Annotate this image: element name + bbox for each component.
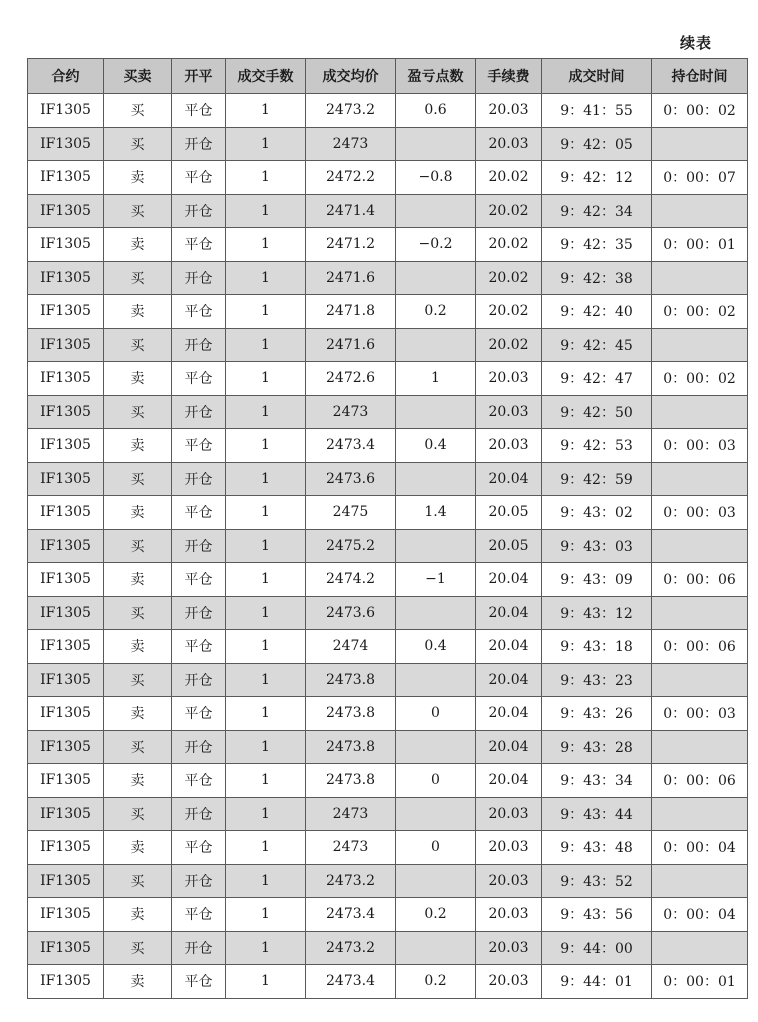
cell-direction: 买 bbox=[104, 864, 172, 898]
cell-avg-price: 2473.8 bbox=[306, 764, 396, 798]
cell-avg-price: 2473.6 bbox=[306, 596, 396, 630]
cell-direction: 卖 bbox=[104, 764, 172, 798]
table-row bbox=[28, 295, 748, 329]
table-row bbox=[28, 261, 748, 295]
cell-trade-time: 9：43：34 bbox=[542, 764, 652, 798]
cell-pnl-points bbox=[396, 529, 476, 563]
table-row bbox=[28, 630, 748, 664]
cell-trade-time: 9：43：03 bbox=[542, 529, 652, 563]
cell-trade-time: 9：43：48 bbox=[542, 831, 652, 865]
cell-contract: IF1305 bbox=[28, 730, 104, 764]
cell-hold-time: 0：00：02 bbox=[652, 94, 748, 128]
cell-fee: 20.04 bbox=[476, 596, 542, 630]
cell-open-close: 开仓 bbox=[172, 462, 226, 496]
cell-contract: IF1305 bbox=[28, 194, 104, 228]
cell-pnl-points bbox=[396, 462, 476, 496]
cell-direction: 卖 bbox=[104, 630, 172, 664]
cell-contract: IF1305 bbox=[28, 127, 104, 161]
cell-trade-time: 9：43：02 bbox=[542, 496, 652, 530]
cell-direction: 买 bbox=[104, 194, 172, 228]
cell-trade-time: 9：42：38 bbox=[542, 261, 652, 295]
header-row bbox=[28, 59, 748, 94]
cell-pnl-points bbox=[396, 864, 476, 898]
table-row bbox=[28, 898, 748, 932]
cell-volume: 1 bbox=[226, 864, 306, 898]
cell-avg-price: 2471.6 bbox=[306, 328, 396, 362]
cell-hold-time bbox=[652, 864, 748, 898]
cell-volume: 1 bbox=[226, 898, 306, 932]
cell-fee: 20.02 bbox=[476, 161, 542, 195]
cell-hold-time bbox=[652, 529, 748, 563]
cell-trade-time: 9：42：59 bbox=[542, 462, 652, 496]
cell-volume: 1 bbox=[226, 764, 306, 798]
cell-pnl-points bbox=[396, 797, 476, 831]
cell-contract: IF1305 bbox=[28, 529, 104, 563]
cell-avg-price: 2473 bbox=[306, 127, 396, 161]
table-row bbox=[28, 496, 748, 530]
cell-direction: 卖 bbox=[104, 295, 172, 329]
cell-volume: 1 bbox=[226, 462, 306, 496]
cell-open-close: 平仓 bbox=[172, 161, 226, 195]
table-row bbox=[28, 362, 748, 396]
cell-volume: 1 bbox=[226, 194, 306, 228]
cell-contract: IF1305 bbox=[28, 462, 104, 496]
cell-direction: 买 bbox=[104, 328, 172, 362]
cell-pnl-points: −0.8 bbox=[396, 161, 476, 195]
cell-open-close: 开仓 bbox=[172, 596, 226, 630]
cell-avg-price: 2471.4 bbox=[306, 194, 396, 228]
table-row bbox=[28, 831, 748, 865]
cell-open-close: 平仓 bbox=[172, 228, 226, 262]
cell-direction: 买 bbox=[104, 663, 172, 697]
cell-hold-time: 0：00：01 bbox=[652, 228, 748, 262]
cell-fee: 20.05 bbox=[476, 529, 542, 563]
cell-direction: 卖 bbox=[104, 831, 172, 865]
cell-fee: 20.04 bbox=[476, 462, 542, 496]
table-row bbox=[28, 328, 748, 362]
cell-avg-price: 2471.8 bbox=[306, 295, 396, 329]
cell-avg-price: 2473 bbox=[306, 395, 396, 429]
cell-trade-time: 9：43：18 bbox=[542, 630, 652, 664]
cell-open-close: 平仓 bbox=[172, 94, 226, 128]
cell-volume: 1 bbox=[226, 596, 306, 630]
cell-hold-time: 0：00：04 bbox=[652, 831, 748, 865]
cell-volume: 1 bbox=[226, 529, 306, 563]
cell-direction: 卖 bbox=[104, 362, 172, 396]
cell-fee: 20.04 bbox=[476, 630, 542, 664]
cell-pnl-points: 0 bbox=[396, 764, 476, 798]
cell-hold-time: 0：00：02 bbox=[652, 295, 748, 329]
cell-hold-time bbox=[652, 931, 748, 965]
cell-open-close: 平仓 bbox=[172, 898, 226, 932]
cell-volume: 1 bbox=[226, 295, 306, 329]
cell-avg-price: 2471.2 bbox=[306, 228, 396, 262]
cell-hold-time: 0：00：03 bbox=[652, 429, 748, 463]
cell-avg-price: 2473 bbox=[306, 831, 396, 865]
cell-trade-time: 9：42：47 bbox=[542, 362, 652, 396]
cell-volume: 1 bbox=[226, 261, 306, 295]
cell-open-close: 开仓 bbox=[172, 127, 226, 161]
cell-trade-time: 9：42：05 bbox=[542, 127, 652, 161]
cell-fee: 20.03 bbox=[476, 127, 542, 161]
header-trade-time: 成交时间 bbox=[542, 59, 652, 94]
cell-trade-time: 9：44：00 bbox=[542, 931, 652, 965]
cell-pnl-points: 0 bbox=[396, 697, 476, 731]
cell-open-close: 平仓 bbox=[172, 697, 226, 731]
cell-hold-time: 0：00：01 bbox=[652, 965, 748, 999]
cell-fee: 20.03 bbox=[476, 429, 542, 463]
cell-pnl-points: −1 bbox=[396, 563, 476, 597]
cell-volume: 1 bbox=[226, 127, 306, 161]
cell-open-close: 平仓 bbox=[172, 630, 226, 664]
cell-hold-time bbox=[652, 797, 748, 831]
table-row bbox=[28, 194, 748, 228]
cell-hold-time bbox=[652, 663, 748, 697]
cell-volume: 1 bbox=[226, 563, 306, 597]
table-row bbox=[28, 965, 748, 999]
cell-direction: 卖 bbox=[104, 898, 172, 932]
cell-volume: 1 bbox=[226, 395, 306, 429]
table-row bbox=[28, 797, 748, 831]
table-row bbox=[28, 596, 748, 630]
cell-open-close: 平仓 bbox=[172, 295, 226, 329]
cell-open-close: 开仓 bbox=[172, 730, 226, 764]
cell-trade-time: 9：42：12 bbox=[542, 161, 652, 195]
cell-direction: 卖 bbox=[104, 429, 172, 463]
cell-trade-time: 9：43：12 bbox=[542, 596, 652, 630]
cell-fee: 20.04 bbox=[476, 563, 542, 597]
cell-contract: IF1305 bbox=[28, 295, 104, 329]
table-header bbox=[28, 59, 748, 94]
cell-volume: 1 bbox=[226, 797, 306, 831]
cell-volume: 1 bbox=[226, 228, 306, 262]
cell-fee: 20.03 bbox=[476, 362, 542, 396]
cell-open-close: 开仓 bbox=[172, 931, 226, 965]
cell-volume: 1 bbox=[226, 965, 306, 999]
cell-direction: 卖 bbox=[104, 697, 172, 731]
cell-hold-time bbox=[652, 730, 748, 764]
cell-volume: 1 bbox=[226, 630, 306, 664]
cell-contract: IF1305 bbox=[28, 161, 104, 195]
cell-trade-time: 9：42：45 bbox=[542, 328, 652, 362]
cell-trade-time: 9：41：55 bbox=[542, 94, 652, 128]
table-row bbox=[28, 94, 748, 128]
cell-direction: 买 bbox=[104, 596, 172, 630]
cell-avg-price: 2473.6 bbox=[306, 462, 396, 496]
cell-contract: IF1305 bbox=[28, 94, 104, 128]
cell-pnl-points: 1.4 bbox=[396, 496, 476, 530]
cell-open-close: 开仓 bbox=[172, 395, 226, 429]
cell-trade-time: 9：43：23 bbox=[542, 663, 652, 697]
cell-volume: 1 bbox=[226, 697, 306, 731]
table-body bbox=[28, 94, 748, 999]
cell-pnl-points bbox=[396, 328, 476, 362]
cell-open-close: 开仓 bbox=[172, 663, 226, 697]
cell-contract: IF1305 bbox=[28, 429, 104, 463]
cell-volume: 1 bbox=[226, 663, 306, 697]
cell-hold-time bbox=[652, 328, 748, 362]
cell-contract: IF1305 bbox=[28, 596, 104, 630]
header-avg-price: 成交均价 bbox=[306, 59, 396, 94]
cell-volume: 1 bbox=[226, 429, 306, 463]
cell-hold-time: 0：00：06 bbox=[652, 630, 748, 664]
cell-avg-price: 2473.4 bbox=[306, 965, 396, 999]
cell-pnl-points bbox=[396, 395, 476, 429]
cell-hold-time bbox=[652, 261, 748, 295]
cell-avg-price: 2473.8 bbox=[306, 663, 396, 697]
cell-pnl-points: 0 bbox=[396, 831, 476, 865]
cell-direction: 卖 bbox=[104, 965, 172, 999]
cell-direction: 买 bbox=[104, 127, 172, 161]
cell-trade-time: 9：43：52 bbox=[542, 864, 652, 898]
cell-trade-time: 9：44：01 bbox=[542, 965, 652, 999]
cell-open-close: 开仓 bbox=[172, 328, 226, 362]
table-row bbox=[28, 764, 748, 798]
cell-hold-time bbox=[652, 596, 748, 630]
cell-pnl-points: 0.2 bbox=[396, 898, 476, 932]
cell-avg-price: 2473 bbox=[306, 797, 396, 831]
cell-hold-time: 0：00：06 bbox=[652, 764, 748, 798]
cell-volume: 1 bbox=[226, 931, 306, 965]
cell-fee: 20.03 bbox=[476, 965, 542, 999]
cell-trade-time: 9：42：35 bbox=[542, 228, 652, 262]
header-contract: 合约 bbox=[28, 59, 104, 94]
cell-fee: 20.02 bbox=[476, 194, 542, 228]
cell-pnl-points bbox=[396, 596, 476, 630]
cell-hold-time: 0：00：07 bbox=[652, 161, 748, 195]
cell-open-close: 开仓 bbox=[172, 194, 226, 228]
cell-direction: 卖 bbox=[104, 563, 172, 597]
cell-fee: 20.04 bbox=[476, 697, 542, 731]
cell-open-close: 开仓 bbox=[172, 529, 226, 563]
cell-contract: IF1305 bbox=[28, 764, 104, 798]
cell-hold-time: 0：00：06 bbox=[652, 563, 748, 597]
cell-contract: IF1305 bbox=[28, 898, 104, 932]
table-row bbox=[28, 161, 748, 195]
cell-avg-price: 2474.2 bbox=[306, 563, 396, 597]
cell-trade-time: 9：42：40 bbox=[542, 295, 652, 329]
cell-trade-time: 9：43：26 bbox=[542, 697, 652, 731]
cell-open-close: 开仓 bbox=[172, 797, 226, 831]
cell-open-close: 平仓 bbox=[172, 831, 226, 865]
cell-avg-price: 2472.6 bbox=[306, 362, 396, 396]
cell-hold-time bbox=[652, 194, 748, 228]
cell-direction: 卖 bbox=[104, 496, 172, 530]
cell-fee: 20.03 bbox=[476, 797, 542, 831]
cell-fee: 20.05 bbox=[476, 496, 542, 530]
cell-direction: 买 bbox=[104, 462, 172, 496]
cell-pnl-points bbox=[396, 931, 476, 965]
cell-contract: IF1305 bbox=[28, 261, 104, 295]
cell-pnl-points bbox=[396, 261, 476, 295]
cell-volume: 1 bbox=[226, 496, 306, 530]
cell-avg-price: 2473.4 bbox=[306, 429, 396, 463]
table-row bbox=[28, 697, 748, 731]
cell-open-close: 平仓 bbox=[172, 965, 226, 999]
cell-open-close: 开仓 bbox=[172, 261, 226, 295]
cell-pnl-points bbox=[396, 194, 476, 228]
cell-trade-time: 9：42：50 bbox=[542, 395, 652, 429]
cell-pnl-points: 0.4 bbox=[396, 429, 476, 463]
cell-direction: 卖 bbox=[104, 228, 172, 262]
cell-pnl-points: 1 bbox=[396, 362, 476, 396]
table-row bbox=[28, 864, 748, 898]
cell-avg-price: 2474 bbox=[306, 630, 396, 664]
cell-contract: IF1305 bbox=[28, 831, 104, 865]
cell-direction: 买 bbox=[104, 797, 172, 831]
cell-avg-price: 2473.8 bbox=[306, 730, 396, 764]
cell-avg-price: 2473.2 bbox=[306, 864, 396, 898]
cell-avg-price: 2475.2 bbox=[306, 529, 396, 563]
header-pnl-points: 盈亏点数 bbox=[396, 59, 476, 94]
cell-direction: 买 bbox=[104, 395, 172, 429]
cell-fee: 20.04 bbox=[476, 764, 542, 798]
cell-fee: 20.04 bbox=[476, 730, 542, 764]
table-row bbox=[28, 663, 748, 697]
cell-open-close: 开仓 bbox=[172, 864, 226, 898]
header-hold-time: 持仓时间 bbox=[652, 59, 748, 94]
cell-avg-price: 2473.2 bbox=[306, 931, 396, 965]
cell-fee: 20.03 bbox=[476, 395, 542, 429]
cell-volume: 1 bbox=[226, 94, 306, 128]
cell-trade-time: 9：42：53 bbox=[542, 429, 652, 463]
continued-label: 续表 bbox=[679, 34, 712, 52]
cell-hold-time: 0：00：04 bbox=[652, 898, 748, 932]
cell-hold-time bbox=[652, 395, 748, 429]
cell-fee: 20.04 bbox=[476, 663, 542, 697]
cell-direction: 买 bbox=[104, 730, 172, 764]
cell-contract: IF1305 bbox=[28, 395, 104, 429]
cell-fee: 20.03 bbox=[476, 864, 542, 898]
cell-pnl-points bbox=[396, 663, 476, 697]
cell-fee: 20.03 bbox=[476, 898, 542, 932]
cell-pnl-points bbox=[396, 730, 476, 764]
cell-open-close: 平仓 bbox=[172, 362, 226, 396]
cell-pnl-points bbox=[396, 127, 476, 161]
table-row bbox=[28, 127, 748, 161]
cell-hold-time: 0：00：02 bbox=[652, 362, 748, 396]
cell-fee: 20.03 bbox=[476, 931, 542, 965]
table-row bbox=[28, 462, 748, 496]
cell-trade-time: 9：42：34 bbox=[542, 194, 652, 228]
cell-contract: IF1305 bbox=[28, 663, 104, 697]
cell-contract: IF1305 bbox=[28, 630, 104, 664]
cell-fee: 20.03 bbox=[476, 94, 542, 128]
cell-avg-price: 2473.2 bbox=[306, 94, 396, 128]
cell-contract: IF1305 bbox=[28, 697, 104, 731]
table-row bbox=[28, 395, 748, 429]
cell-contract: IF1305 bbox=[28, 864, 104, 898]
cell-pnl-points: 0.6 bbox=[396, 94, 476, 128]
cell-avg-price: 2472.2 bbox=[306, 161, 396, 195]
table-row bbox=[28, 563, 748, 597]
cell-hold-time: 0：00：03 bbox=[652, 697, 748, 731]
cell-pnl-points: 0.2 bbox=[396, 965, 476, 999]
header-fee: 手续费 bbox=[476, 59, 542, 94]
cell-contract: IF1305 bbox=[28, 965, 104, 999]
cell-open-close: 平仓 bbox=[172, 764, 226, 798]
cell-volume: 1 bbox=[226, 362, 306, 396]
cell-volume: 1 bbox=[226, 831, 306, 865]
cell-avg-price: 2471.6 bbox=[306, 261, 396, 295]
cell-hold-time bbox=[652, 462, 748, 496]
cell-pnl-points: 0.4 bbox=[396, 630, 476, 664]
cell-direction: 买 bbox=[104, 94, 172, 128]
cell-contract: IF1305 bbox=[28, 931, 104, 965]
cell-open-close: 平仓 bbox=[172, 496, 226, 530]
header-open-close: 开平 bbox=[172, 59, 226, 94]
cell-trade-time: 9：43：09 bbox=[542, 563, 652, 597]
cell-contract: IF1305 bbox=[28, 797, 104, 831]
cell-volume: 1 bbox=[226, 328, 306, 362]
cell-trade-time: 9：43：56 bbox=[542, 898, 652, 932]
table-row bbox=[28, 429, 748, 463]
cell-volume: 1 bbox=[226, 161, 306, 195]
cell-hold-time bbox=[652, 127, 748, 161]
cell-trade-time: 9：43：28 bbox=[542, 730, 652, 764]
table-row bbox=[28, 931, 748, 965]
cell-contract: IF1305 bbox=[28, 496, 104, 530]
cell-contract: IF1305 bbox=[28, 328, 104, 362]
cell-direction: 买 bbox=[104, 529, 172, 563]
cell-contract: IF1305 bbox=[28, 362, 104, 396]
cell-direction: 买 bbox=[104, 931, 172, 965]
table-row bbox=[28, 529, 748, 563]
cell-direction: 卖 bbox=[104, 161, 172, 195]
cell-contract: IF1305 bbox=[28, 228, 104, 262]
cell-avg-price: 2473.8 bbox=[306, 697, 396, 731]
table-row bbox=[28, 730, 748, 764]
cell-avg-price: 2473.4 bbox=[306, 898, 396, 932]
cell-trade-time: 9：43：44 bbox=[542, 797, 652, 831]
header-direction: 买卖 bbox=[104, 59, 172, 94]
cell-direction: 买 bbox=[104, 261, 172, 295]
cell-avg-price: 2475 bbox=[306, 496, 396, 530]
table-row bbox=[28, 228, 748, 262]
header-volume: 成交手数 bbox=[226, 59, 306, 94]
cell-fee: 20.02 bbox=[476, 328, 542, 362]
cell-pnl-points: −0.2 bbox=[396, 228, 476, 262]
cell-fee: 20.03 bbox=[476, 831, 542, 865]
cell-open-close: 平仓 bbox=[172, 563, 226, 597]
cell-contract: IF1305 bbox=[28, 563, 104, 597]
cell-pnl-points: 0.2 bbox=[396, 295, 476, 329]
cell-open-close: 平仓 bbox=[172, 429, 226, 463]
cell-fee: 20.02 bbox=[476, 228, 542, 262]
trade-table bbox=[27, 58, 748, 999]
cell-hold-time: 0：00：03 bbox=[652, 496, 748, 530]
cell-fee: 20.02 bbox=[476, 295, 542, 329]
cell-fee: 20.02 bbox=[476, 261, 542, 295]
cell-volume: 1 bbox=[226, 730, 306, 764]
